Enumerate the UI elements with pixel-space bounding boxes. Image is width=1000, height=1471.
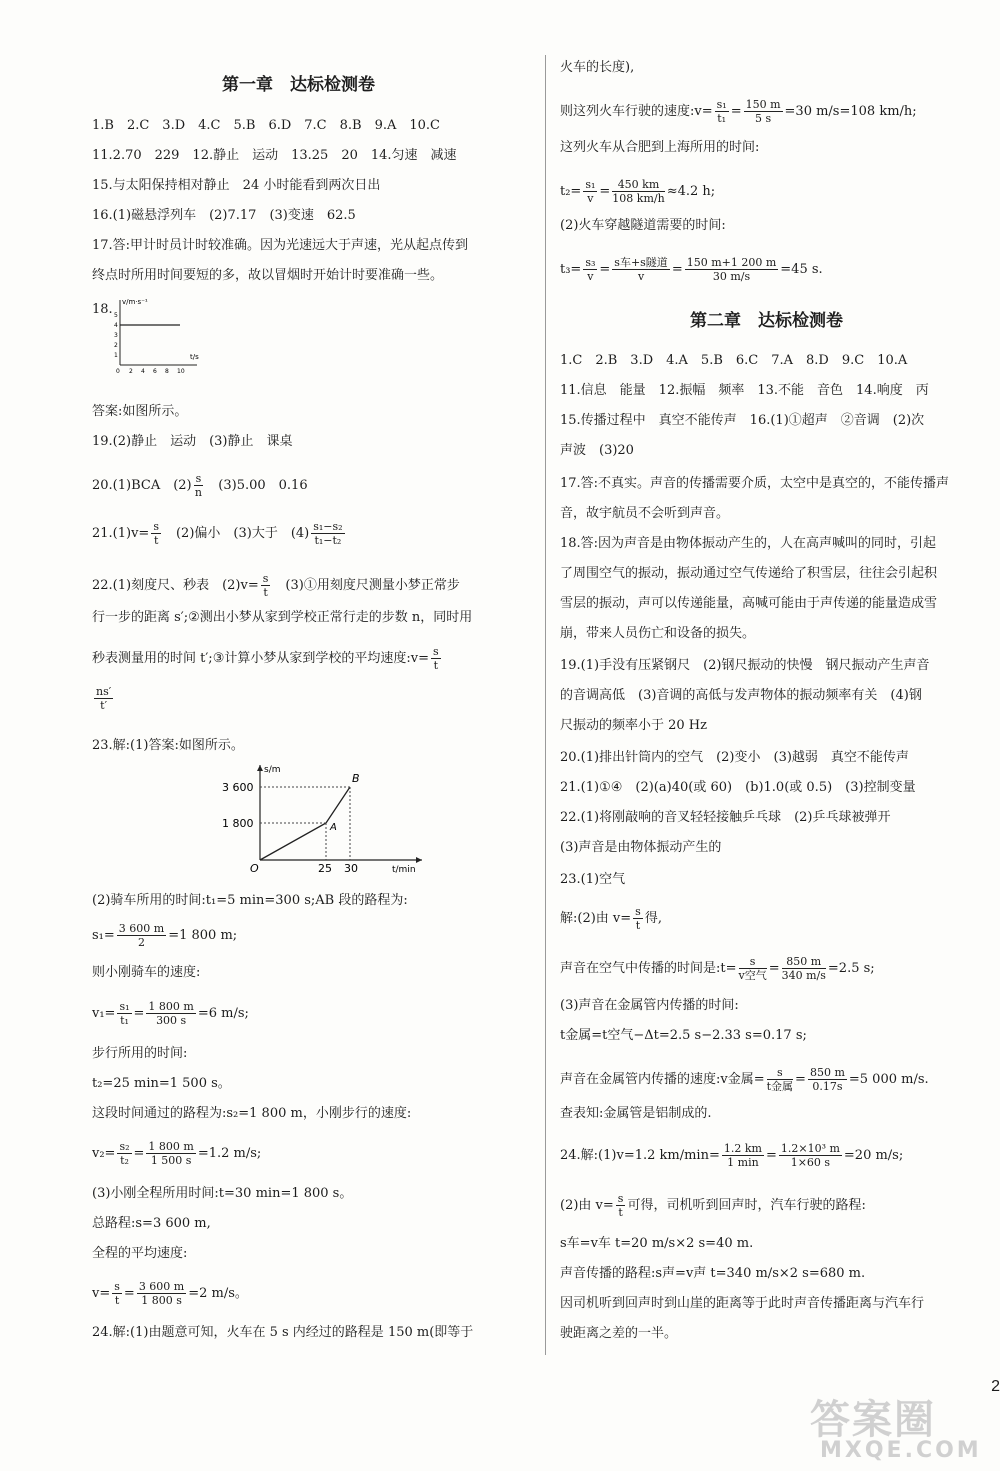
- text-line: 17.答:甲计时员计时较准确。因为光速远大于声速，光从起点传到: [92, 238, 469, 253]
- q21-line: 21.(1)v= $\frac{s}{t}$ (2)偏小 (3)大于 (4) $\frac{\text{s₁−s₂}}{\text{t₁−t₂}}$: [92, 520, 343, 547]
- fraction: s车+s隧道 v: [614, 256, 668, 283]
- text-line: 18.答:因为声音是由物体振动产生的，人在高声喊叫的同时，引起: [560, 536, 937, 551]
- fraction: $\frac{850 m}{340 m/s}$: [781, 955, 826, 982]
- text-line: 查表知:金属管是铝制成的.: [560, 1106, 712, 1121]
- text-line: 16.(1)磁悬浮列车 (2)7.17 (3)变速 62.5: [92, 208, 356, 223]
- q18-label: 18.: [92, 302, 113, 317]
- text-line: 雪层的振动，声可以传递能量，高喊可能由于声传递的能量造成雪: [560, 596, 938, 611]
- formula-line: (2)由 v= $\frac{s}{t}$ 可得，司机听到回声时，汽车行驶的路程:: [560, 1192, 866, 1219]
- fraction: $\frac{ns'}{t'}$: [96, 685, 112, 712]
- fraction: s t金属: [766, 1066, 794, 1093]
- text-line: 因司机听到回声时到山崖的距离等于此时声音传播距离与汽车行: [560, 1296, 925, 1311]
- q22-formula: 秒表测量用的时间 t′;③计算小梦从家到学校的平均速度:v= $\frac{s}{t}$: [92, 645, 439, 672]
- x-tick: 6: [153, 368, 157, 375]
- text-line: 崩，带来人员伤亡和设备的损失。: [560, 626, 756, 641]
- text-line: (3)声音是由物体振动产生的: [560, 840, 722, 855]
- text-line: 音，故宇航员不会听到声音。: [560, 506, 730, 521]
- y-axis-label: v/m·s⁻¹: [122, 298, 148, 306]
- x-axis-label: t/min: [392, 865, 416, 875]
- x-tick: 10: [177, 368, 185, 375]
- text-line: 1.B 2.C 3.D 4.C 5.B 6.D 7.C 8.B 9.A 10.C: [92, 118, 440, 133]
- x-tick: 25: [318, 862, 332, 875]
- text-line: 则小刚骑车的速度:: [92, 965, 201, 980]
- fraction: $\frac{150 m}{5 s}$: [745, 98, 781, 125]
- x-tick: 0: [116, 368, 120, 375]
- y-axis-label: s/m: [264, 765, 281, 775]
- text-line: 15.与太阳保持相对静止 24 小时能看到两次日出: [92, 178, 381, 193]
- text-line: s车=v车 t=20 m/s×2 s=40 m.: [560, 1236, 754, 1251]
- fraction: $\frac{3 600 m}{1 800 s}$: [138, 1280, 185, 1307]
- fraction: $\frac{\text{1.2×10³ m}}{1\times 60 s}$: [780, 1142, 840, 1169]
- q18-velocity-graph: [112, 295, 202, 375]
- text-line: 这段时间通过的路程为:s₂=1 800 m，小刚步行的速度:: [92, 1106, 412, 1121]
- x-tick: 8: [165, 368, 169, 375]
- q23-distance-graph: [222, 760, 432, 875]
- formula-line: 24.解:(1)v=1.2 km/min= 1.2 km 1 min = $\frac{\text{1.2×10³ m}}{1\times 60 s}$ =20 m/s;: [560, 1142, 904, 1169]
- text-line: 终点时所用时间要短的多，故以冒烟时开始计时要准确一些。: [92, 268, 444, 283]
- text-line: 23.(1)空气: [560, 872, 626, 887]
- text-line: 23.解:(1)答案:如图所示。: [92, 738, 244, 753]
- q20-line: 20.(1)BCA (2) $\frac{s}{n}$ (3)5.00 0.16: [92, 472, 308, 499]
- text-line: 的音调高低 (3)音调的高低与发声物体的振动频率有关 (4)钢: [560, 688, 922, 703]
- formula-line: s₁= $\frac{3 600 m}{2}$ =1 800 m;: [92, 922, 238, 949]
- formula-line: v₁= $\frac{\text{s₁}}{\text{t₁}}$ = $\frac{1 800 m}{300 s}$ =6 m/s;: [92, 1000, 249, 1027]
- formula-line: 声音在空气中传播的时间是:t= s v空气 = $\frac{850 m}{340 m/s}$ =2.5 s;: [560, 955, 875, 982]
- fraction: $\frac{s}{t}$: [617, 1192, 624, 1219]
- fraction: $\frac{\text{s₁}}{v}$: [585, 178, 596, 205]
- text-line: 了周围空气的振动，振动通过空气传递给了积雪层，往往会引起积: [560, 566, 938, 581]
- chapter2-title: 第二章 达标检测卷: [690, 311, 843, 331]
- text-line: 15.传播过程中 真空不能传声 16.(1)①超声 ②音调 (2)次: [560, 413, 925, 428]
- text-line: (2)骑车所用的时间:t₁=5 min=300 s;AB 段的路程为:: [92, 893, 408, 908]
- text-line: 步行所用的时间:: [92, 1046, 188, 1061]
- point-label: A: [330, 822, 337, 833]
- text-line: 22.(1)将刚敲响的音叉轻轻接触乒乓球 (2)乒乓球被弹开: [560, 810, 891, 825]
- text-line: 声波 (3)20: [560, 443, 634, 458]
- q22-formula-cont: [92, 685, 115, 712]
- x-tick: 30: [344, 862, 358, 875]
- text-line: 24.解:(1)由题意可知，火车在 5 s 内经过的路程是 150 m(即等于: [92, 1325, 474, 1340]
- text-line: t金属=t空气−Δt=2.5 s−2.33 s=0.17 s;: [560, 1028, 807, 1043]
- x-tick: 2: [129, 368, 133, 375]
- x-axis-label: t/s: [190, 353, 199, 361]
- text-line: 声音传播的路程:s声=v声 t=340 m/s×2 s=680 m.: [560, 1266, 866, 1281]
- text-line: 20.(1)排出针筒内的空气 (2)变小 (3)越弱 真空不能传声: [560, 750, 909, 765]
- chapter1-title: 第一章 达标检测卷: [222, 75, 375, 95]
- text-line: (3)声音在金属管内传播的时间:: [560, 998, 739, 1013]
- text-line: 总路程:s=3 600 m,: [92, 1216, 211, 1231]
- point-label: B: [352, 772, 360, 785]
- y-tick: 3: [114, 332, 118, 339]
- fraction: 1.2 km 1 min: [723, 1142, 762, 1169]
- text-line: 这列火车从合肥到上海所用的时间:: [560, 140, 760, 155]
- fraction: $\frac{s}{t}$: [635, 905, 641, 932]
- fraction: $\frac{s}{n}$: [194, 472, 203, 499]
- fraction: $\frac{\text{s₃}}{v}$: [585, 256, 596, 283]
- y-tick: 2: [114, 342, 118, 349]
- x-tick: 4: [141, 368, 145, 375]
- q22-line: 22.(1)刻度尺、秒表 (2)v= $\frac{s}{t}$ (3)①用刻度尺测量小梦正常步: [92, 572, 460, 599]
- fraction: $\frac{450 km}{108 km/h}$: [612, 178, 665, 205]
- text-line: 1.C 2.B 3.D 4.A 5.B 6.C 7.A 8.D 9.C 10.A: [560, 353, 908, 368]
- y-tick: 1: [114, 352, 118, 359]
- text-line: 17.答:不真实。声音的传播需要介质，太空中是真空的，不能传播声: [560, 476, 950, 491]
- text-line: 火车的长度),: [560, 60, 635, 75]
- fraction: $\frac{s}{t}$: [114, 1280, 120, 1307]
- point-label: O: [250, 862, 259, 875]
- watermark-url: MXQE.COM: [820, 1438, 982, 1463]
- formula-line: 解:(2)由 v= $\frac{s}{t}$ 得,: [560, 905, 662, 932]
- text-line: 行一步的距离 s′;②测出小梦从家到学校正常行走的步数 n，同时用: [92, 610, 473, 625]
- fraction: $\frac{s}{t}$: [432, 645, 439, 672]
- fraction: $\frac{\text{s₁−s₂}}{\text{t₁−t₂}}$: [313, 520, 343, 547]
- text-line: (2)火车穿越隧道需要的时间:: [560, 218, 726, 233]
- text-line: 全程的平均速度:: [92, 1246, 188, 1261]
- text-line: (3)小刚全程所用时间:t=30 min=1 800 s。: [92, 1186, 353, 1201]
- text-line: 驶距离之差的一半。: [560, 1326, 678, 1341]
- text-line: 11.信息 能量 12.振幅 频率 13.不能 音色 14.响度 丙: [560, 383, 929, 398]
- fraction: $\frac{s}{t}$: [262, 572, 269, 599]
- formula-line: v₂= $\frac{\text{s₂}}{\text{t₂}}$ = $\frac{1 800 m}{1 500 s}$ =1.2 m/s;: [92, 1140, 262, 1167]
- fraction: $\frac{s}{t}$: [153, 520, 159, 547]
- formula-line: v= $\frac{s}{t}$ = $\frac{3 600 m}{1 800 s}$ =2 m/s。: [92, 1280, 248, 1307]
- text-line: 21.(1)①④ (2)(a)40(或 60) (b)1.0(或 0.5) (3)控制变量: [560, 780, 916, 795]
- fraction: $\frac{850 m}{0.17s}$: [809, 1066, 845, 1093]
- y-tick: 5: [114, 312, 118, 319]
- fraction: $\frac{\text{s₂}}{\text{t₂}}$: [119, 1140, 130, 1167]
- text-line: t₂=25 min=1 500 s。: [92, 1076, 231, 1091]
- fraction: $\frac{1 800 m}{1 500 s}$: [148, 1140, 194, 1167]
- fraction: $\frac{1 800 m}{300 s}$: [148, 1000, 194, 1027]
- fraction: $\frac{150 m+1 200 m}{30 m/s}$: [686, 256, 777, 283]
- formula-line: t₂= $\frac{\text{s₁}}{v}$ = $\frac{450 km}{108 km/h}$ ≈4.2 h;: [560, 178, 716, 205]
- fraction: $\frac{\text{s₁}}{\text{t₁}}$: [716, 98, 727, 125]
- text-line: 尺振动的频率小于 20 Hz: [560, 718, 707, 733]
- formula-line: t₃= $\frac{\text{s₃}}{v}$ = s车+s隧道 v = $\frac{150 m+1 200 m}{30 m/s}$ =45 s.: [560, 256, 823, 283]
- y-tick: 1 800: [222, 817, 254, 830]
- y-tick: 4: [114, 322, 118, 329]
- fraction: $\frac{\text{s₁}}{\text{t₁}}$: [119, 1000, 130, 1027]
- y-tick: 3 600: [222, 781, 254, 794]
- formula-line: 声音在金属管内传播的速度:v金属= s t金属 = $\frac{850 m}{0.17s}$ =5 000 m/s.: [560, 1066, 929, 1093]
- fraction: s v空气: [738, 955, 767, 982]
- watermark-logo: 答案圈: [810, 1397, 936, 1443]
- fraction: $\frac{3 600 m}{2}$: [118, 922, 165, 949]
- text-line: 答案:如图所示。: [92, 404, 188, 419]
- text-line: 19.(1)手没有压紧钢尺 (2)钢尺振动的快慢 钢尺振动产生声音: [560, 658, 930, 673]
- text-line: 19.(2)静止 运动 (3)静止 课桌: [92, 434, 293, 449]
- formula-line: 则这列火车行驶的速度:v= $\frac{\text{s₁}}{\text{t₁}}$ = $\frac{150 m}{5 s}$ =30 m/s=108 km/h;: [560, 98, 917, 125]
- text-line: 11.2.70 229 12.静止 运动 13.25 20 14.匀速 减速: [92, 148, 457, 163]
- column-divider: [545, 55, 546, 1355]
- page-number: 2: [991, 1378, 1000, 1395]
